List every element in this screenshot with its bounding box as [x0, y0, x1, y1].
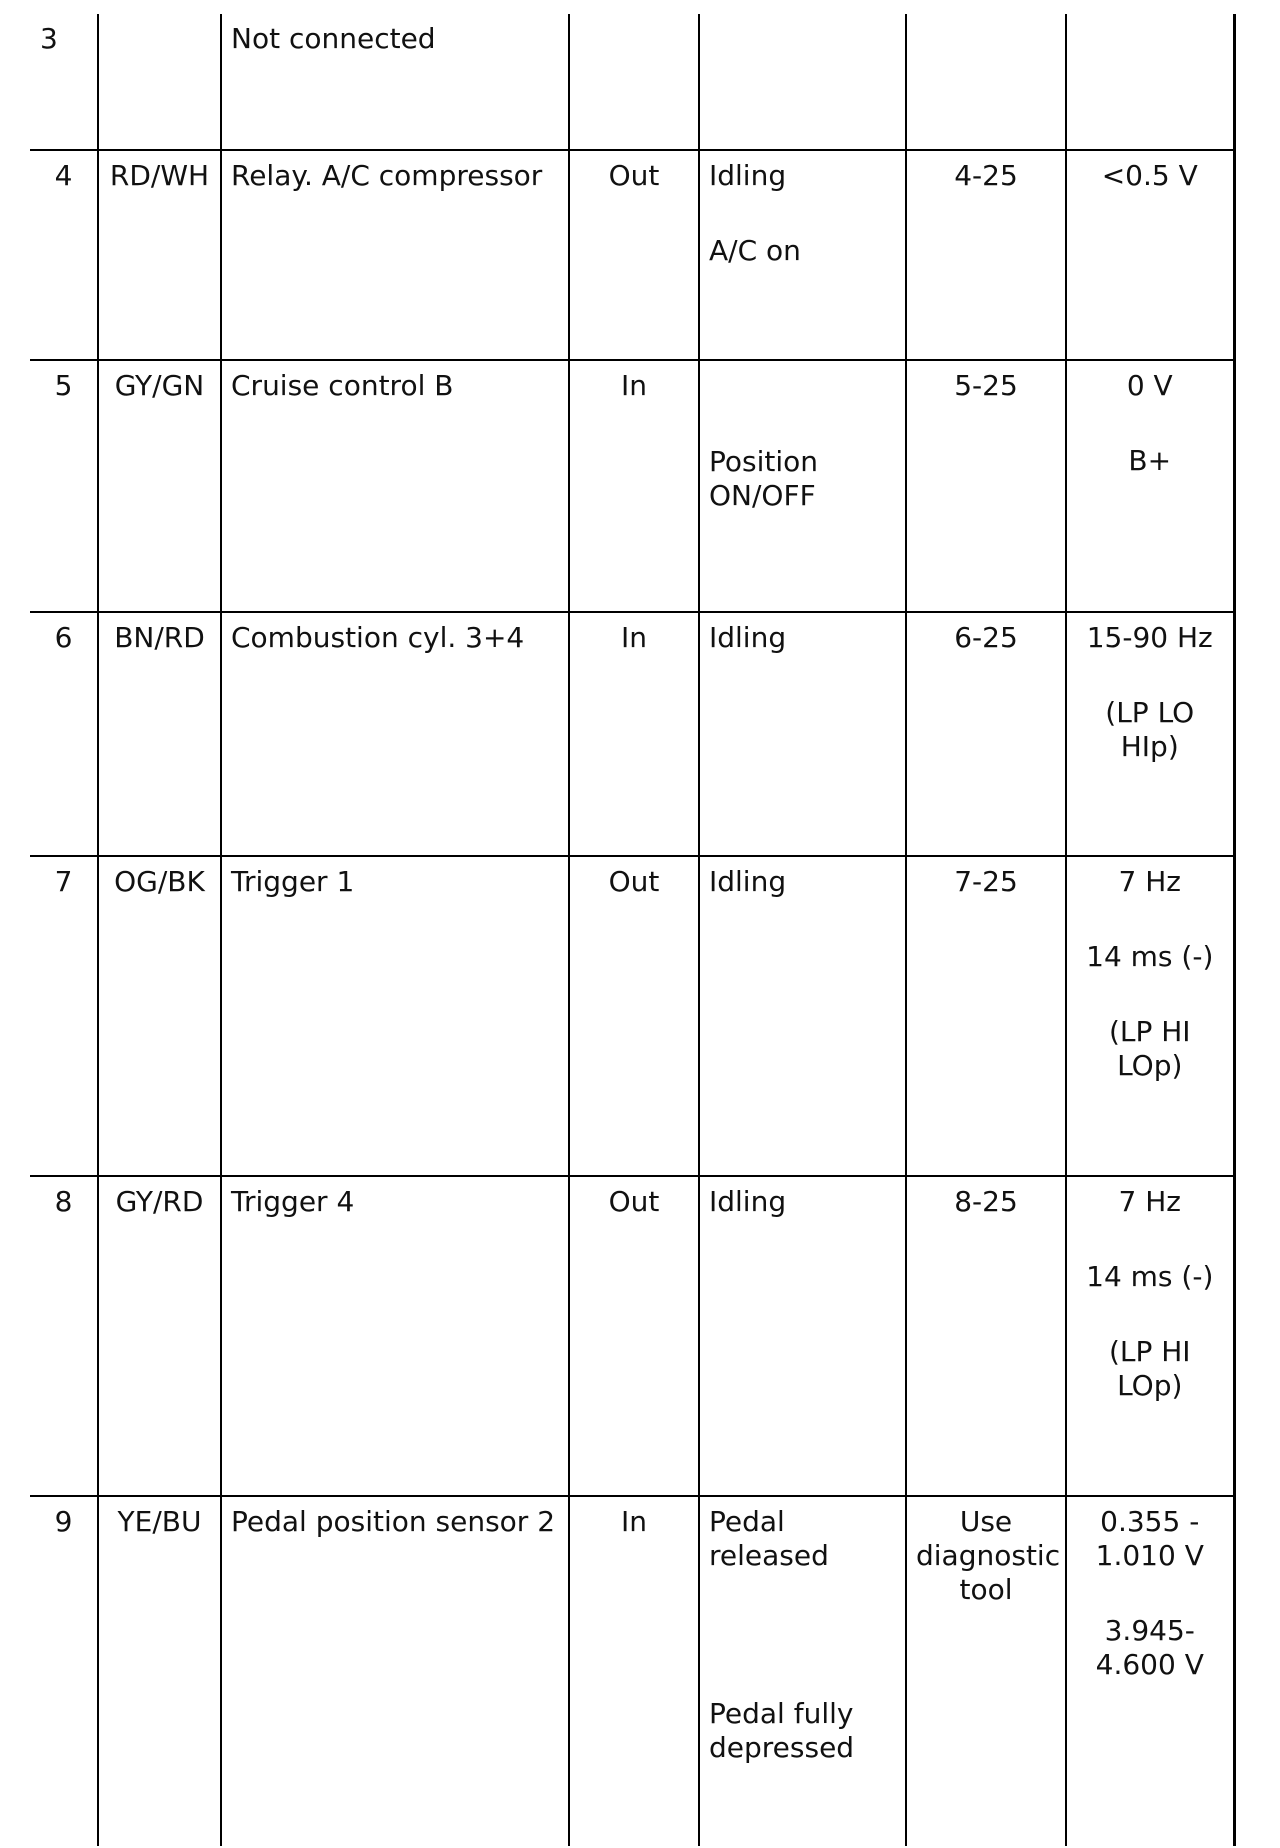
wire-color: GY/GN [98, 360, 221, 612]
wire-color: GY/RD [98, 1176, 221, 1496]
pin-number: 9 [30, 1496, 98, 1846]
value-line: 1.010 V [1095, 1539, 1204, 1572]
pin-function: Combustion cyl. 3+4 [221, 612, 569, 856]
table-row [30, 150, 1234, 360]
nominal-value [1066, 1496, 1234, 1846]
value-line: (LP HI [1108, 1335, 1191, 1368]
measure-line: Use [959, 1505, 1013, 1538]
test-condition [699, 14, 906, 150]
measure-points: 4-25 [906, 150, 1066, 360]
value-line: (LP HI [1108, 1015, 1191, 1048]
measure-points: 7-25 [906, 856, 1066, 1176]
pin-function: Cruise control B [221, 360, 569, 612]
pin-number: 4 [30, 150, 98, 360]
signal-direction: Out [569, 1176, 699, 1496]
measure-line: diagnostic [916, 1539, 1061, 1572]
signal-direction: In [569, 1496, 699, 1846]
value-line: 15-90 Hz [1086, 621, 1213, 654]
measure-points [906, 14, 1066, 150]
test-condition: Idling [699, 1176, 906, 1496]
pin-number: 6 [30, 612, 98, 856]
signal-direction [569, 14, 699, 150]
pin-table [30, 14, 1236, 1846]
value-line: 7 Hz [1118, 865, 1181, 898]
test-condition: Idling [699, 612, 906, 856]
table-row [30, 1496, 1234, 1846]
table-row [30, 14, 1234, 150]
pin-number: 3 [30, 14, 98, 150]
test-condition [699, 150, 906, 360]
wire-color: BN/RD [98, 612, 221, 856]
nominal-value [1066, 360, 1234, 612]
value-line: 0.355 - [1100, 1505, 1200, 1538]
measure-points: 5-25 [906, 360, 1066, 612]
wire-color: YE/BU [98, 1496, 221, 1846]
table-row [30, 1176, 1234, 1496]
value-line: LOp) [1117, 1369, 1183, 1402]
condition-line: Idling [709, 159, 787, 192]
value-line: 4.600 V [1095, 1648, 1204, 1681]
table-row [30, 360, 1234, 612]
pin-number: 7 [30, 856, 98, 1176]
nominal-value [1066, 612, 1234, 856]
table-row [30, 612, 1234, 856]
value-line: 14 ms (-) [1086, 940, 1214, 973]
nominal-value [1066, 1176, 1234, 1496]
wire-color: OG/BK [98, 856, 221, 1176]
nominal-value: <0.5 V [1066, 150, 1234, 360]
value-line: B+ [1128, 444, 1172, 477]
value-line: (LP LO [1105, 696, 1195, 729]
wire-color: RD/WH [98, 150, 221, 360]
nominal-value [1066, 14, 1234, 150]
wire-color [98, 14, 221, 150]
value-line: 0 V [1126, 369, 1173, 402]
test-condition: Idling [699, 856, 906, 1176]
measure-line: tool [959, 1573, 1013, 1606]
test-condition [699, 360, 906, 612]
pin-function: Trigger 4 [221, 1176, 569, 1496]
pin-number: 8 [30, 1176, 98, 1496]
pin-function: Relay. A/C compressor [221, 150, 569, 360]
signal-direction: Out [569, 856, 699, 1176]
condition-line: Pedal fully [709, 1697, 854, 1730]
condition-line: Pedal [709, 1505, 785, 1538]
pin-function: Not connected [221, 14, 569, 150]
pin-function: Pedal position sensor 2 [221, 1496, 569, 1846]
value-line: 3.945- [1104, 1614, 1195, 1647]
condition-line: A/C on [709, 234, 801, 267]
measure-points: 8-25 [906, 1176, 1066, 1496]
value-line: HIp) [1120, 730, 1179, 763]
signal-direction: In [569, 612, 699, 856]
condition-line: depressed [709, 1731, 855, 1764]
value-line: 7 Hz [1118, 1185, 1181, 1218]
value-line: LOp) [1117, 1049, 1183, 1082]
condition-line: Position [709, 445, 819, 478]
nominal-value [1066, 856, 1234, 1176]
condition-line: ON/OFF [709, 479, 816, 512]
measure-points: 6-25 [906, 612, 1066, 856]
value-line: 14 ms (-) [1086, 1260, 1214, 1293]
signal-direction: Out [569, 150, 699, 360]
pin-function: Trigger 1 [221, 856, 569, 1176]
test-condition [699, 1496, 906, 1846]
pin-number: 5 [30, 360, 98, 612]
measure-points [906, 1496, 1066, 1846]
signal-direction: In [569, 360, 699, 612]
condition-line: released [709, 1539, 829, 1572]
table-row [30, 856, 1234, 1176]
